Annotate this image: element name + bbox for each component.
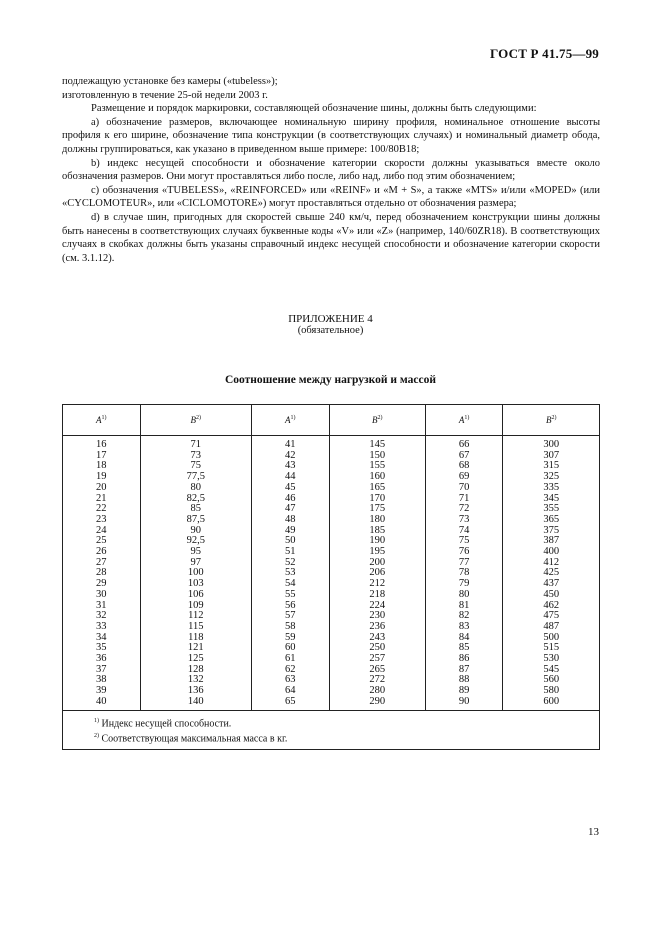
paragraph: изготовленную в течение 25-ой недели 2003 г. (62, 89, 268, 101)
table-column (63, 436, 141, 711)
table-column (140, 436, 251, 711)
column-header (63, 405, 141, 436)
table-cell: 97 (190, 556, 202, 568)
table-cell: 59 (285, 631, 296, 643)
table-cell: 224 (369, 599, 386, 611)
table-cell: 195 (369, 546, 386, 558)
table-cell: 81 (458, 599, 470, 611)
table-cell: 24 (96, 524, 107, 536)
table-cell: 35 (96, 642, 107, 654)
table-cell: 28 (96, 567, 107, 579)
table-cell: 66 (458, 439, 470, 450)
table-cell: 19 (96, 471, 107, 483)
table-cell: 87,5 (186, 513, 205, 525)
table-cell: 45 (285, 481, 296, 493)
table-cell: 180 (369, 513, 386, 525)
table-cell: 47 (285, 503, 296, 515)
column-header-label: A (96, 415, 102, 425)
body-text (62, 75, 600, 265)
table-cell: 79 (458, 578, 470, 590)
table-cell: 36 (96, 653, 107, 665)
table-cell: 56 (285, 599, 296, 611)
table-cell: 44 (285, 471, 296, 483)
table-cell: 77 (458, 556, 470, 568)
table-cell: 76 (458, 546, 470, 558)
table-cell: 53 (285, 567, 296, 579)
table-cell: 17 (96, 449, 107, 461)
table-cell: 85 (190, 503, 202, 515)
table-cell: 325 (543, 471, 560, 483)
table-cell: 58 (285, 620, 296, 632)
table-cell: 73 (190, 449, 202, 461)
table-cell: 43 (285, 460, 296, 472)
table-cell: 265 (369, 663, 386, 675)
table-cell: 31 (96, 599, 107, 611)
table-cell: 165 (369, 481, 386, 493)
table-cell: 32 (96, 610, 107, 622)
table-cell: 82 (458, 610, 470, 622)
table-cell: 40 (96, 695, 107, 707)
table-cell: 73 (458, 513, 470, 525)
table-cell: 190 (369, 535, 386, 547)
table-cell: 87 (458, 663, 470, 675)
table-cell: 52 (285, 556, 296, 568)
table-cell: 49 (285, 524, 296, 536)
table-cell: 90 (458, 695, 470, 707)
table-cell: 42 (285, 449, 296, 461)
table-cell: 48 (285, 513, 296, 525)
table-cell: 412 (543, 556, 560, 568)
table-cell: 75 (458, 535, 470, 547)
table-cell: 160 (369, 471, 386, 483)
table-cell: 39 (96, 685, 107, 697)
table-cell: 55 (285, 588, 296, 600)
footnote-text: Соответствующая максимальная масса в кг. (99, 733, 288, 745)
table-cell: 218 (369, 588, 386, 600)
table-cell: 206 (369, 567, 386, 579)
paragraph: d) в случае шин, пригодных для скоростей свыше 240 км/ч, перед обозначением конструкции шины должны быть нанесены в соответствующих случаях буквенные коды «V» или «Z» (например, 140/60ZR18). В соответствующих случаях в скобках должны быть указаны справочный индекс несущей способности и обозначение категории скорости (см. 3.1.12). (62, 211, 600, 264)
table-cell: 27 (96, 556, 107, 568)
table-cell: 425 (543, 567, 560, 579)
table-cell: 71 (458, 492, 470, 504)
table-cell: 30 (96, 588, 107, 600)
table-cell: 46 (285, 492, 296, 504)
table-cell: 69 (458, 471, 470, 483)
appendix-title: ПРИЛОЖЕНИЕ 4 (288, 313, 373, 325)
footnote (94, 715, 599, 730)
table-cell: 200 (369, 556, 386, 568)
table-cell: 175 (369, 503, 386, 515)
table-cell: 450 (543, 588, 560, 600)
table-cell: 67 (458, 449, 470, 461)
table-cell: 34 (96, 631, 107, 643)
table-cell: 70 (458, 481, 470, 493)
table-cell: 21 (96, 492, 107, 504)
table-cell: 500 (543, 631, 560, 643)
column-header (503, 405, 600, 436)
table-cell: 560 (543, 674, 560, 686)
column-header-note: 2) (551, 415, 557, 421)
paragraph: b) индекс несущей способности и обозначение категории скорости должны указываться вместе около обозначения размеров. Они могут проставляться либо после, либо над, либо под этим обозначением; (62, 157, 600, 183)
column-header (251, 405, 329, 436)
table-cell: 61 (285, 653, 296, 665)
table-cell: 118 (188, 631, 204, 643)
table-cell: 128 (187, 663, 204, 675)
table-cell: 50 (285, 535, 296, 547)
table-cell: 33 (96, 620, 107, 632)
column-header-note: 1) (290, 415, 296, 421)
footnote-text: Индекс несущей способности. (99, 717, 232, 729)
table-cell: 487 (543, 620, 560, 632)
table-column (329, 436, 425, 711)
table-cell: 315 (543, 460, 560, 472)
table-cell: 63 (285, 674, 296, 686)
table-footnotes (63, 710, 600, 750)
appendix-heading (0, 313, 661, 337)
table-cell: 54 (285, 578, 296, 590)
table-cell: 77,5 (186, 471, 205, 483)
paragraph: с) обозначения «TUBELESS», «REINFORCED» или «REINF» и «M + S», а также «MTS» и/или «MOPED» (или «CYCLOMOTEUR», или «CICLOMOTORE») могут проставляться отдельно от обозначения размера; (62, 184, 600, 210)
table-cell: 62 (285, 663, 296, 675)
table-cell: 150 (369, 449, 386, 461)
table-cell: 64 (285, 685, 296, 697)
table-cell: 185 (369, 524, 386, 536)
column-header-label: A (285, 415, 291, 425)
table-cell: 257 (369, 653, 386, 665)
table-cell: 132 (187, 674, 204, 686)
table-header-row (63, 405, 600, 436)
table-cell: 280 (369, 685, 386, 697)
table-cell: 71 (190, 439, 202, 450)
table-cell: 80 (458, 588, 470, 600)
table-cell: 25 (96, 535, 107, 547)
table-cell: 18 (96, 460, 107, 472)
table-cell: 355 (543, 503, 560, 515)
table-cell: 125 (187, 653, 204, 665)
table-cell: 38 (96, 674, 107, 686)
column-header-label: B (545, 415, 552, 425)
appendix-subtitle: (обязательное) (297, 325, 364, 336)
table-cell: 250 (369, 642, 386, 654)
table-cell: 90 (190, 524, 202, 536)
table-body (63, 436, 600, 711)
table-cell: 475 (543, 610, 560, 622)
table-cell: 82,5 (186, 492, 205, 504)
table-cell: 80 (190, 481, 202, 493)
table-cell: 375 (543, 524, 560, 536)
table-cell: 212 (369, 578, 386, 590)
table-cell: 57 (285, 610, 296, 622)
table-cell: 530 (543, 653, 560, 665)
table-cell: 243 (369, 631, 386, 643)
table-cell: 140 (187, 695, 204, 707)
table-cell: 400 (543, 546, 560, 558)
table-cell: 365 (543, 513, 560, 525)
table-column (503, 436, 600, 711)
table-cell: 112 (188, 610, 204, 622)
table-cell: 72 (458, 503, 470, 515)
column-header-label: B (371, 415, 378, 425)
paragraph: подлежащую установке без камеры («tubeless»); (62, 76, 278, 87)
table-cell: 29 (96, 578, 107, 590)
table-cell: 272 (369, 674, 386, 686)
document-header: ГОСТ Р 41.75—99 (490, 46, 599, 61)
table-cell: 83 (458, 620, 470, 632)
column-header-label: B (190, 415, 197, 425)
table-cell: 78 (458, 567, 470, 579)
table-cell: 22 (96, 503, 107, 515)
table-cell: 170 (369, 492, 386, 504)
table-cell: 92,5 (186, 535, 205, 547)
load-mass-table (62, 404, 600, 750)
table-cell: 88 (458, 674, 470, 686)
table-cell: 51 (285, 546, 296, 558)
column-header-note: 1) (464, 415, 470, 421)
table-cell: 86 (458, 653, 470, 665)
column-header (140, 405, 251, 436)
table-cell: 155 (369, 460, 386, 472)
table-cell: 84 (458, 631, 470, 643)
table-cell: 136 (187, 685, 204, 697)
column-header-note: 1) (101, 415, 107, 421)
table-cell: 515 (543, 642, 560, 654)
column-header (425, 405, 503, 436)
table-cell: 345 (543, 492, 560, 504)
table-cell: 387 (543, 535, 560, 547)
footnote (94, 730, 599, 745)
table-cell: 230 (369, 610, 386, 622)
table-cell: 26 (96, 546, 107, 558)
table-cell: 75 (190, 460, 202, 472)
table-cell: 60 (285, 642, 296, 654)
paragraph: Размещение и порядок маркировки, составляющей обозначение шины, должны быть следующими: (91, 103, 537, 115)
table-cell: 16 (96, 439, 107, 450)
table-cell: 89 (458, 685, 470, 697)
table-cell: 115 (188, 620, 204, 632)
table-cell: 95 (190, 546, 202, 558)
table-row (63, 436, 600, 711)
paragraph: а) обозначение размеров, включающее номинальную ширину профиля, номинальное отношение высоты профиля к его ширине, обозначение типа конструкции (в соответствующих случаях) и номинальный диаметр обода, должны группироваться, как указано в приведенном выше примере: 100/80B18; (62, 116, 600, 155)
table-cell: 85 (458, 642, 470, 654)
table-cell: 106 (187, 588, 204, 600)
table-cell: 41 (285, 439, 296, 450)
table-cell: 103 (187, 578, 204, 590)
table-cell: 307 (543, 449, 560, 461)
table-title: Соотношение между нагрузкой и массой (225, 374, 436, 386)
table-cell: 290 (369, 695, 386, 707)
table-column (251, 436, 329, 711)
column-header-label: A (458, 415, 465, 425)
table-cell: 109 (187, 599, 204, 611)
column-header-note: 2) (377, 415, 383, 421)
table-cell: 20 (96, 481, 107, 493)
table-cell: 462 (543, 599, 560, 611)
column-header-note: 2) (196, 415, 202, 421)
footnote-mark: 2) (94, 732, 99, 739)
table-cell: 23 (96, 513, 107, 525)
table-column (425, 436, 503, 711)
page-number: 13 (588, 826, 599, 838)
table-cell: 437 (543, 578, 560, 590)
table-cell: 37 (96, 663, 107, 675)
table-cell: 335 (543, 481, 560, 493)
table-cell: 68 (458, 460, 470, 472)
table-cell: 145 (369, 439, 386, 450)
table-cell: 65 (285, 695, 296, 707)
table-cell: 100 (187, 567, 204, 579)
table-cell: 121 (187, 642, 204, 654)
column-header (329, 405, 425, 436)
table-cell: 580 (543, 685, 560, 697)
table-cell: 74 (458, 524, 470, 536)
table-cell: 545 (543, 663, 560, 675)
footnote-mark: 1) (94, 717, 99, 724)
table-cell: 600 (543, 695, 560, 707)
table-cell: 236 (369, 620, 386, 632)
table-cell: 300 (543, 439, 560, 450)
